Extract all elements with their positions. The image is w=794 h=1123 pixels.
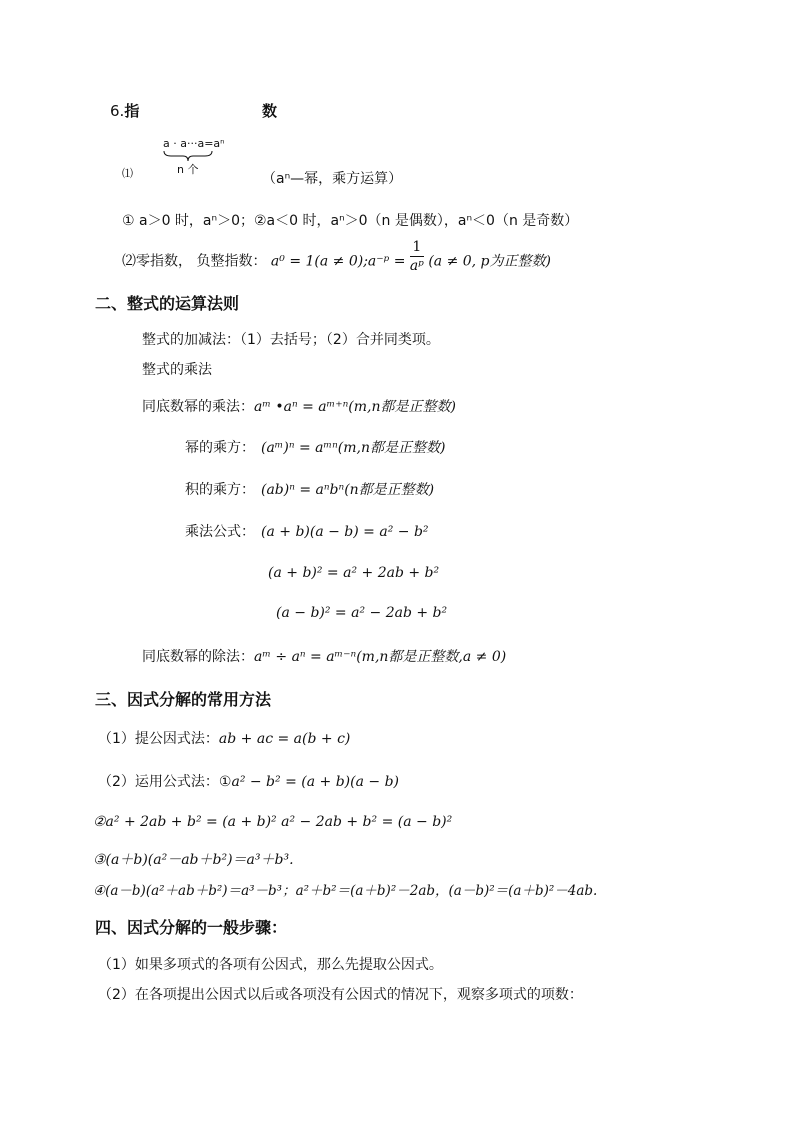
same-base-div-label: 同底数幂的除法： (142, 649, 254, 665)
same-base-mul-label: 同底数幂的乘法： (142, 399, 254, 415)
add-subtract-rule: 整式的加减法：（1）去括号；（2）合并同类项。 (142, 332, 440, 348)
square-of-difference: (a − b)² = a² − 2ab + b² (276, 605, 448, 621)
power-of-product-formula: (ab)ⁿ = aⁿbⁿ(n都是正整数) (261, 482, 435, 498)
sum-of-cubes: ③(a＋b)(a²－ab＋b²)＝a³＋b³. (93, 852, 294, 868)
fraction-denominator: aᵖ (409, 258, 424, 274)
multiplication-formulas-label: 乘法公式： (185, 524, 255, 540)
factor-method-2 (98, 773, 399, 791)
zero-negative-label: ⑵零指数， 负整指数： (122, 253, 267, 270)
zero-negative-formula-2: (a ≠ 0, p为正整数) (428, 253, 551, 270)
step-1: （1）如果多项式的各项有公因式，那么先提取公因式。 (98, 957, 443, 973)
power-of-power-formula: (aᵐ)ⁿ = aᵐⁿ(m,n都是正整数) (261, 440, 446, 456)
power-of-product-label: 积的乘方： (185, 482, 255, 498)
fraction (410, 238, 424, 275)
section-3-title: 三、因式分解的常用方法 (95, 690, 272, 709)
perfect-square-formulas: ②a² + 2ab + b² = (a + b)² a² − 2ab + b² = (a − b)² (93, 814, 453, 830)
item-1-label: ⑴ (122, 167, 133, 180)
sign-rule: ① a＞0 时，aⁿ＞0；②a＜0 时，aⁿ＞0（n 是偶数），aⁿ＜0（n 是奇数） (122, 213, 579, 229)
factor-method-1-formula: ab + ac = a(b + c) (218, 731, 351, 747)
power-of-power-label: 幂的乘方： (185, 440, 255, 456)
same-base-div-formula: aᵐ ÷ aⁿ = aᵐ⁻ⁿ(m,n都是正整数,a ≠ 0) (254, 649, 507, 665)
same-base-mul-formula: aᵐ •aⁿ = aᵐ⁺ⁿ(m,n都是正整数) (254, 399, 456, 415)
difference-of-squares-product: (a + b)(a − b) = a² − b² (261, 524, 429, 540)
factor-method-1-label: （1）提公因式法： (98, 731, 219, 747)
zero-negative-exponent (122, 239, 551, 275)
same-base-division (142, 648, 506, 666)
difference-of-cubes-and-identities: ④(a－b)(a²＋ab＋b²)＝a³－b³；a²＋b²＝(a＋b)²－2ab，(a－b)²＝(a＋b)²－4ab. (93, 883, 598, 899)
factor-method-2-label: （2）运用公式法：① (98, 774, 232, 790)
section-number: 6. (110, 102, 125, 120)
power-definition-expression: a · a···a=aⁿ (163, 137, 225, 150)
square-of-sum: (a + b)² = a² + 2ab + b² (268, 565, 440, 581)
factor-method-1 (98, 730, 350, 748)
fraction-numerator: 1 (410, 238, 424, 257)
section-4-title: 四、因式分解的一般步骤： (95, 918, 288, 937)
multiplication-heading: 整式的乘法 (142, 362, 212, 378)
factor-method-2-formula: a² − b² = (a + b)(a − b) (231, 774, 399, 790)
power-of-power (185, 439, 445, 457)
multiplication-formulas (185, 523, 429, 541)
section-2-title: 二、整式的运算法则 (95, 294, 240, 313)
power-note: （aⁿ—幂，乘方运算） (262, 171, 403, 187)
power-of-product (185, 481, 434, 499)
step-2: （2）在各项提出公因式以后或各项没有公因式的情况下，观察多项式的项数： (98, 987, 583, 1003)
n-count-label: n 个 (177, 163, 199, 176)
zero-negative-formula-1: a⁰ = 1(a ≠ 0);a⁻ᵖ = (270, 253, 406, 270)
section-6-heading (110, 102, 139, 120)
section-title-part-1: 指 (124, 102, 140, 120)
same-base-multiplication (142, 398, 456, 416)
section-title-part-2: 数 (262, 102, 278, 120)
